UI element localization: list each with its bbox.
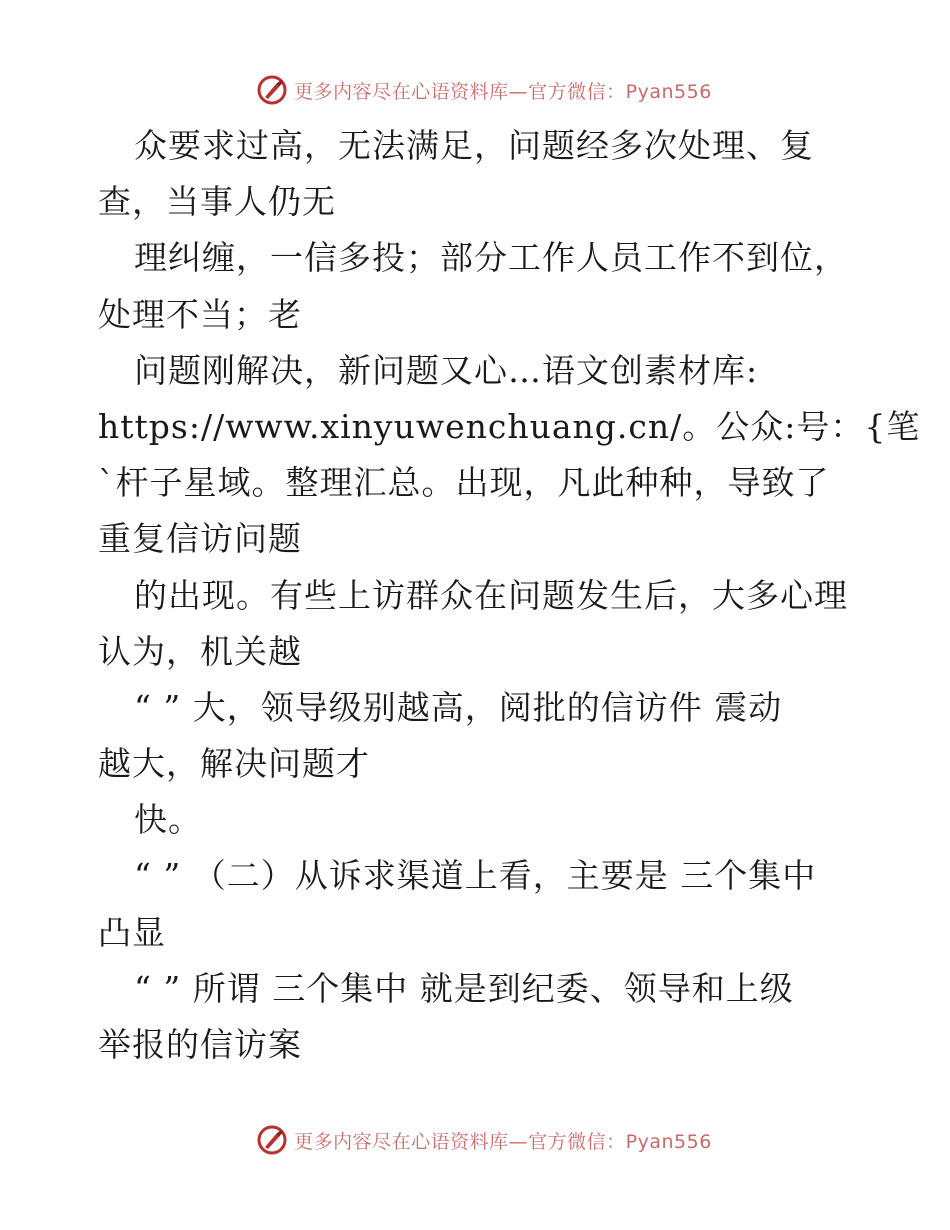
body-line-12: 越大，解决问题才 [98, 744, 370, 784]
body-line-2: 查，当事人仍无 [98, 182, 336, 222]
body-line-7: `杆子星域。整理汇总。出现，凡此种种，导致了 [98, 463, 830, 503]
body-line-14: “ ” （二）从诉求渠道上看，主要是 三个集中 [134, 856, 817, 896]
footer-banner-text: 更多内容尽在心语资料库—官方微信：Pyan556 [294, 1130, 712, 1153]
header-banner [0, 70, 950, 110]
body-line-11: “ ” 大，领导级别越高，阅批的信访件 震动 [134, 687, 783, 727]
body-line-8: 重复信访问题 [98, 519, 302, 559]
body-line-1: 众要求过高，无法满足，问题经多次处理、复 [134, 126, 814, 165]
document-body [98, 118, 921, 1073]
body-line-3: 理纠缠，一信多投；部分工作人员工作不到位， [134, 238, 848, 278]
body-line-4: 处理不当；老 [98, 294, 302, 334]
body-line-15: 凸显 [98, 912, 166, 952]
footer-banner-inner [256, 1124, 712, 1156]
pen-logo-icon [256, 74, 288, 106]
body-line-9: 的出现。有些上访群众在问题发生后，大多心理 [134, 575, 848, 615]
body-line-10: 认为，机关越 [98, 631, 302, 671]
header-banner-inner [256, 74, 712, 106]
body-line-16: “ ” 所谓 三个集中 就是到纪委、领导和上级 [134, 968, 794, 1008]
header-banner-text: 更多内容尽在心语资料库—官方微信：Pyan556 [294, 80, 712, 103]
footer-banner [0, 1120, 950, 1160]
pen-logo-icon [256, 1124, 288, 1156]
body-line-17: 举报的信访案 [98, 1025, 302, 1064]
body-line-13: 快。 [134, 800, 202, 840]
body-line-6-url: https://www.xinyuwenchuang.cn/。公众:号：{笔 [98, 406, 921, 446]
body-line-5: 问题刚解决，新问题又心…语文创素材库: [134, 350, 759, 390]
